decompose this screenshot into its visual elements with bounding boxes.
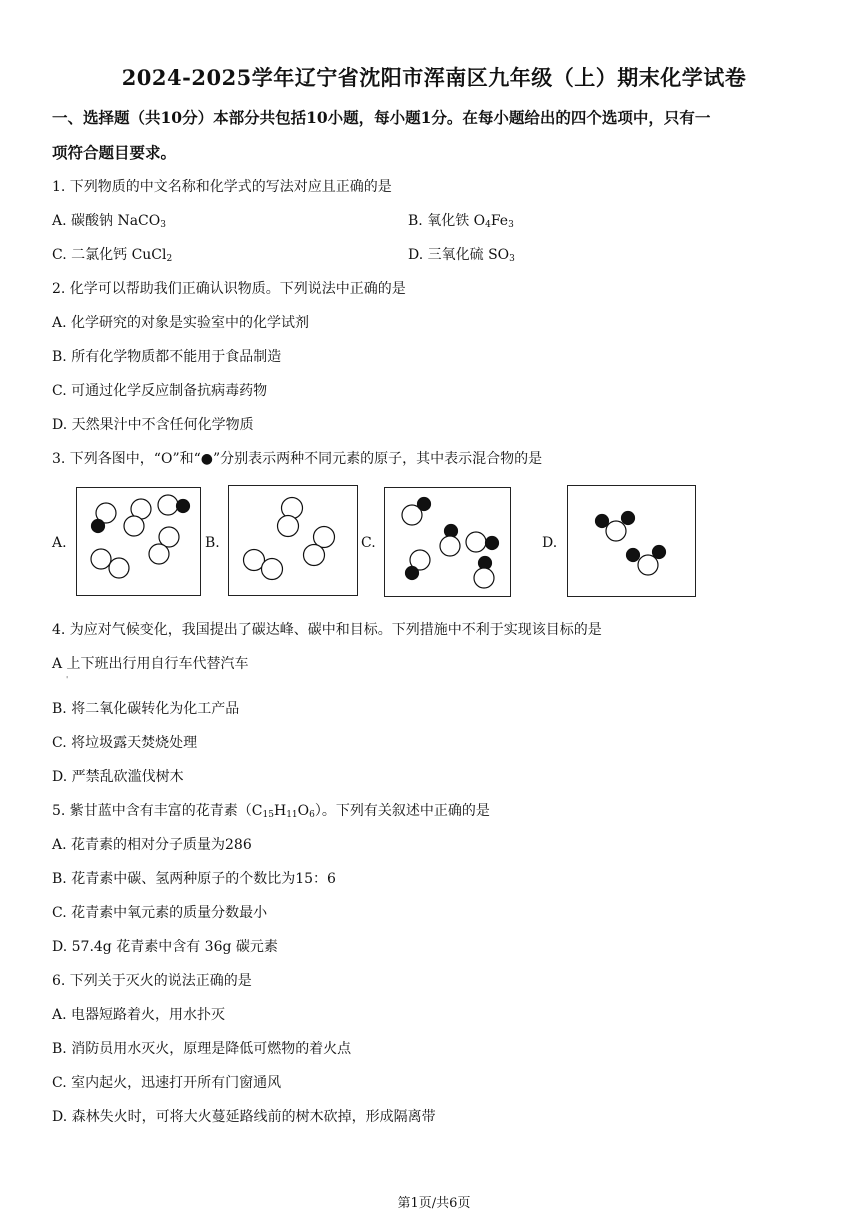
- q5-option-c: C. 花青素中氧元素的质量分数最小: [52, 905, 268, 921]
- atom-white: [158, 495, 178, 515]
- atom-white: [262, 559, 283, 580]
- atom-white: [124, 516, 144, 536]
- q5-option-b: B. 花青素中碳、氢两种原子的个数比为15：6: [52, 871, 336, 887]
- atom-white: [282, 498, 303, 519]
- q6-stem: 6. 下列关于灭火的说法正确的是: [52, 973, 252, 989]
- q3-label-c: C.: [361, 535, 376, 551]
- atom-black: [627, 549, 640, 562]
- q6-option-b: B. 消防员用水灭火，原理是降低可燃物的着火点: [52, 1041, 352, 1057]
- q1-option-d: D. 三氧化硫 $SO_3$: [408, 247, 515, 264]
- q3-label-b: B.: [205, 535, 220, 551]
- q6-option-c: C. 室内起火，迅速打开所有门窗通风: [52, 1075, 282, 1091]
- atom-black: [596, 515, 609, 528]
- q1-option-b: B. 氧化铁 $O_4Fe_3$: [408, 213, 514, 230]
- q5-option-a: A. 花青素的相对分子质量为286: [52, 837, 252, 853]
- q2-option-c: C. 可通过化学反应制备抗病毒药物: [52, 383, 268, 399]
- q6-option-d: D. 森林失火时，可将大火蔓延路线前的树木砍掉，形成隔离带: [52, 1109, 436, 1125]
- q4-option-d: D. 严禁乱砍滥伐树木: [52, 769, 184, 785]
- atom-white: [440, 536, 460, 556]
- atom-white: [474, 568, 494, 588]
- atom-white: [638, 555, 658, 575]
- atom-white: [109, 558, 129, 578]
- atom-white: [466, 532, 486, 552]
- q4-option-a: A 上下班出行用自行车代替汽车: [52, 656, 249, 672]
- atom-white: [304, 545, 325, 566]
- page-title: 2024-2025学年辽宁省沈阳市浑南区九年级（上）期末化学试卷: [121, 65, 747, 90]
- section-heading-line1: 一、选择题（共10分）本部分共包括10小题，每小题1分。在每小题给出的四个选项中，只有一: [52, 108, 711, 127]
- q1-option-a: A. 碳酸钠 NaCO$_3$: [52, 213, 166, 230]
- q2-option-b: B. 所有化学物质都不能用于食品制造: [52, 349, 282, 365]
- q3-label-d: D.: [542, 535, 558, 551]
- stray-mark: ': [66, 675, 69, 684]
- atom-black: [92, 520, 105, 533]
- q4-stem: 4. 为应对气候变化，我国提出了碳达峰、碳中和目标。下列措施中不利于实现该目标的是: [52, 622, 602, 638]
- q3-stem: 3. 下列各图中，“O”和“●”分别表示两种不同元素的原子，其中表示混合物的是: [52, 451, 543, 467]
- atom-black: [406, 567, 419, 580]
- q4-option-b: B. 将二氧化碳转化为化工产品: [52, 701, 240, 717]
- q3-label-a: A.: [52, 535, 67, 551]
- section-heading-line2: 项符合题目要求。: [52, 143, 177, 162]
- q5-option-d: D. 57.4g 花青素中含有 36g 碳元素: [52, 939, 278, 955]
- page-footer: 第1页/共6页: [397, 1196, 471, 1211]
- atom-white: [149, 544, 169, 564]
- atom-white: [278, 516, 299, 537]
- atom-white: [606, 521, 626, 541]
- q2-stem: 2. 化学可以帮助我们正确认识物质。下列说法中正确的是: [52, 281, 406, 297]
- q1-option-c: C. 二氯化钙 CuCl$_2$: [52, 247, 173, 264]
- q5-stem: 5. 紫甘蓝中含有丰富的花青素$(C_{15}H_{11}O_6)$。下列有关叙述中正确的是: [52, 803, 490, 820]
- atom-black: [653, 546, 666, 559]
- atom-black: [486, 537, 499, 550]
- q4-option-c: C. 将垃圾露天焚烧处理: [52, 735, 198, 751]
- q1-stem: 1. 下列物质的中文名称和化学式的写法对应且正确的是: [52, 179, 392, 195]
- atom-black: [177, 500, 190, 513]
- q6-option-a: A. 电器短路着火，用水扑灭: [52, 1007, 226, 1023]
- atom-black: [418, 498, 431, 511]
- atom-white: [91, 549, 111, 569]
- q2-option-a: A. 化学研究的对象是实验室中的化学试剂: [52, 315, 310, 331]
- atom-black: [622, 512, 635, 525]
- q2-option-d: D. 天然果汁中不含任何化学物质: [52, 417, 254, 433]
